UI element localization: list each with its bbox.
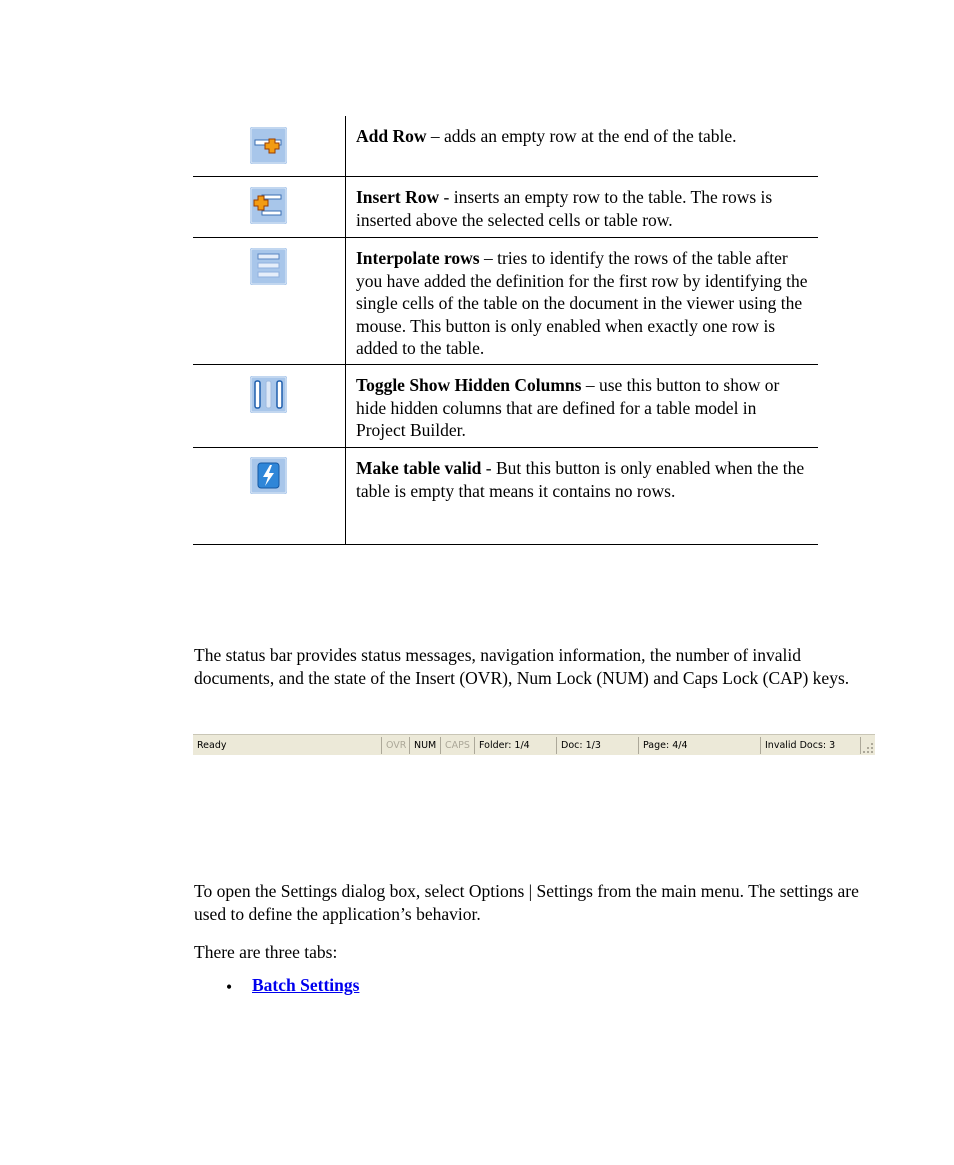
button-name: Insert Row <box>356 187 440 207</box>
toolbar-buttons-table <box>193 116 818 545</box>
status-doc: Doc: 1/3 <box>556 737 638 754</box>
status-invalid-docs: Invalid Docs: 3 <box>760 737 860 754</box>
button-name: Add Row <box>356 126 427 146</box>
row-description <box>346 365 818 447</box>
button-name: Interpolate rows <box>356 248 480 268</box>
table-row <box>193 177 818 238</box>
status-folder: Folder: 1/4 <box>474 737 556 754</box>
button-description: – adds an empty row at the end of the table. <box>426 126 737 146</box>
icon-cell <box>193 116 346 176</box>
icon-cell <box>193 448 346 544</box>
status-bar <box>193 734 875 755</box>
icon-cell <box>193 177 346 237</box>
icon-cell <box>193 365 346 447</box>
button-description: - inserts an empty row to the table. The rows is inserted above the selected cells or table row. <box>356 187 773 230</box>
table-row <box>193 448 818 545</box>
table-row <box>193 116 818 177</box>
status-num: NUM <box>409 737 440 754</box>
settings-paragraph: To open the Settings dialog box, select Options | Settings from the main menu. The settings are used to define the application’s behavior. <box>194 881 859 924</box>
tabs-intro: There are three tabs: <box>194 942 338 962</box>
insert-row-icon <box>250 187 287 224</box>
status-ready: Ready <box>197 740 227 751</box>
status-caps: CAPS <box>440 737 474 754</box>
status-ovr: OVR <box>381 737 409 754</box>
row-description <box>346 177 818 237</box>
status-page: Page: 4/4 <box>638 737 760 754</box>
button-description: – tries to identify the rows of the table after you have added the definition for the first row by identifying the single cells of the table on the document in the viewer using the mouse. This button is only enabled when exactly one row is added to the table. <box>356 248 808 358</box>
interpolate-rows-icon <box>250 248 287 285</box>
button-name: Toggle Show Hidden Columns <box>356 375 582 395</box>
table-row <box>193 365 818 448</box>
table-row <box>193 238 818 365</box>
toggle-hidden-columns-icon <box>250 376 287 413</box>
row-description <box>346 238 818 364</box>
make-table-valid-icon <box>250 457 287 494</box>
batch-settings-link[interactable]: Batch Settings <box>252 975 360 995</box>
row-description <box>346 448 818 544</box>
button-name: Make table valid <box>356 458 482 478</box>
icon-cell <box>193 238 346 364</box>
bullet-icon: • <box>226 977 233 997</box>
add-row-icon <box>250 127 287 164</box>
button-description: – use this button to show or hide hidden columns that are defined for a table model in Project Builder. <box>356 375 780 440</box>
status-bar-paragraph: The status bar provides status messages, navigation information, the number of invalid documents, and the state of the Insert (OVR), Num Lock (NUM) and Caps Lock (CAP) keys. <box>194 645 850 688</box>
resize-grip-icon[interactable] <box>862 742 874 754</box>
row-description <box>346 116 818 176</box>
button-description: - But this button is only enabled when the the table is empty that means it contains no rows. <box>356 458 805 501</box>
